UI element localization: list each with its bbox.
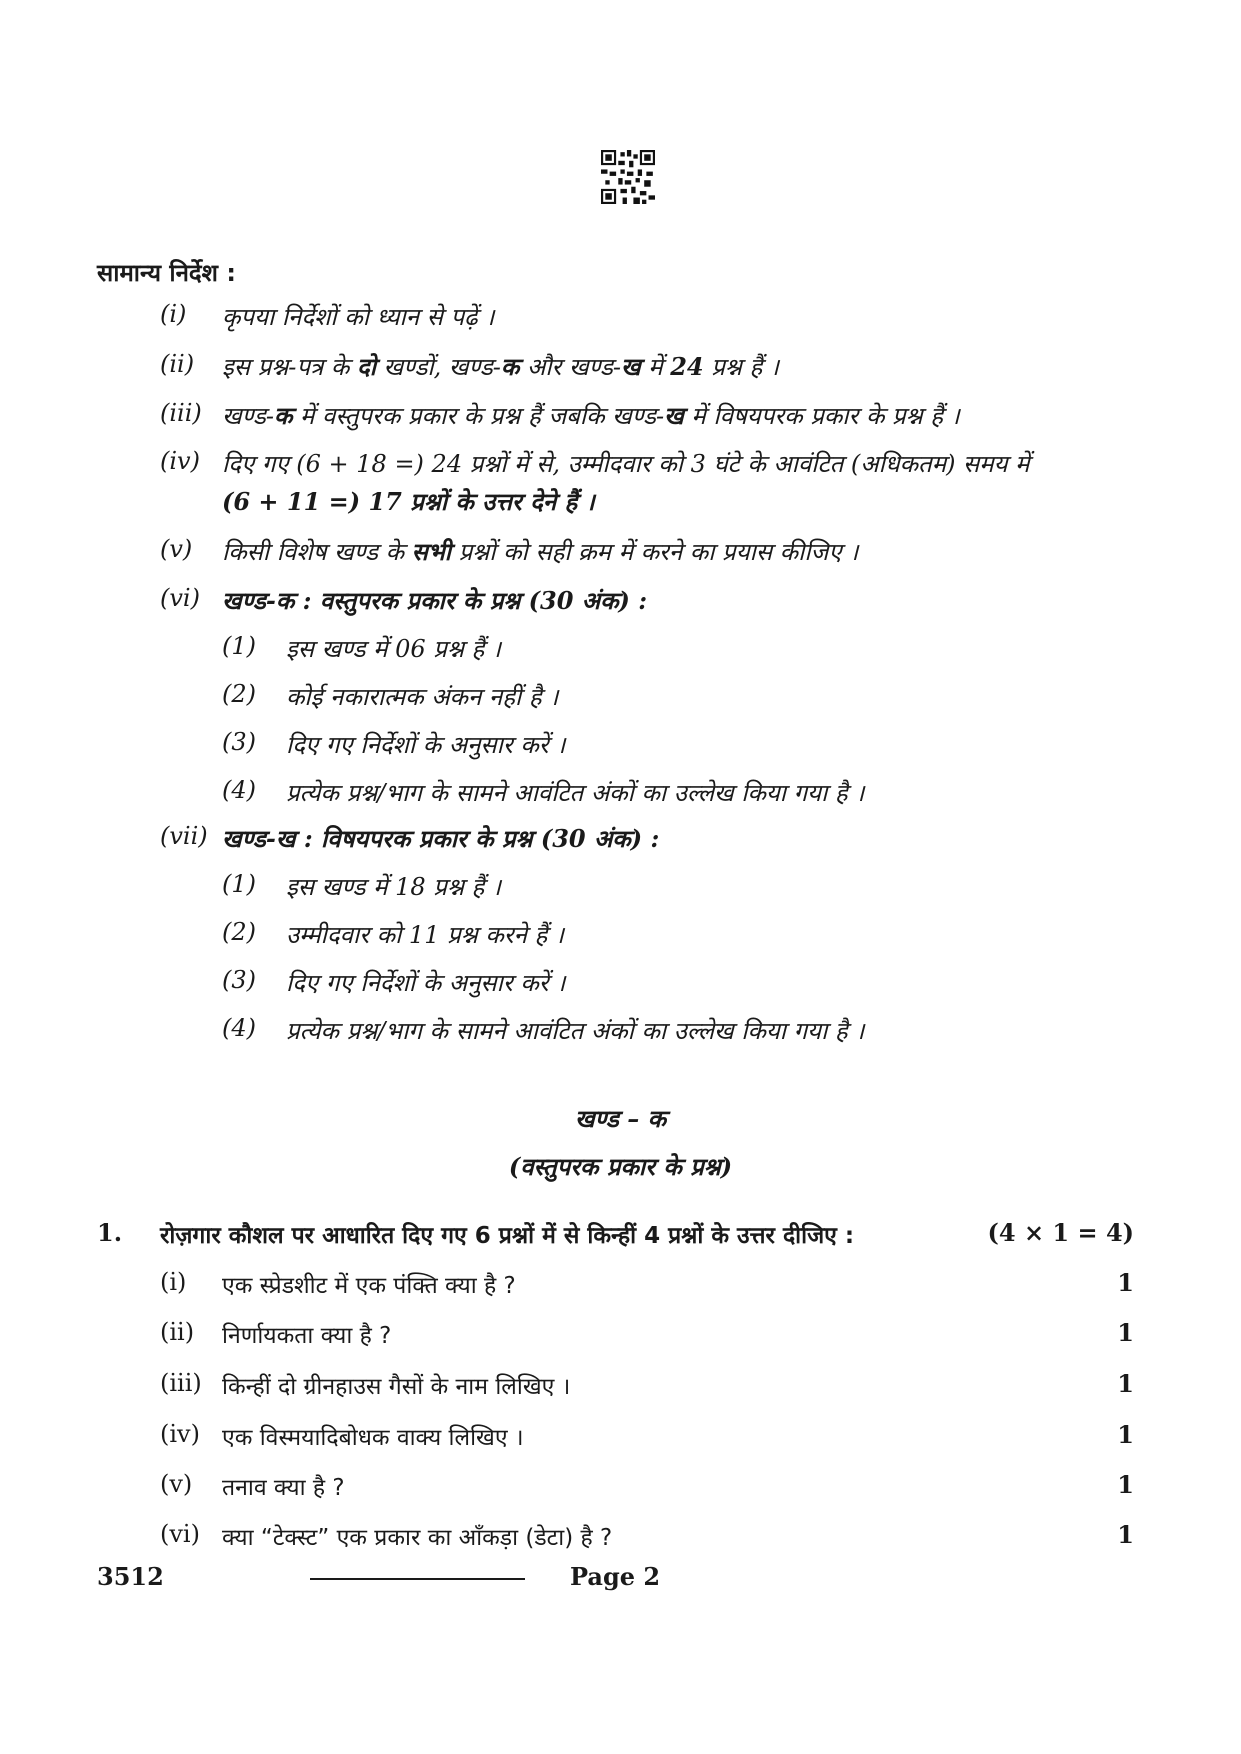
sub-instruction-number: (1) (222, 632, 256, 660)
instruction-number: (ii) (160, 350, 195, 378)
sub-instruction-text: इस खण्ड में 18 प्रश्न हैं । (286, 873, 502, 901)
sub-question-text: एक विस्मयादिबोधक वाक्य लिखिए । (222, 1425, 524, 1451)
sub-instruction-number: (3) (222, 966, 256, 994)
page-number: Page 2 (570, 1562, 661, 1591)
sub-question-number: (vi) (160, 1520, 200, 1548)
sub-instruction-number: (3) (222, 728, 256, 756)
sub-question-marks: 1 (1117, 1520, 1134, 1549)
instruction-number: (iii) (160, 399, 202, 427)
question-number: 1. (97, 1218, 123, 1247)
sub-question-number: (v) (160, 1470, 193, 1498)
sub-question-text: तनाव क्या है ? (222, 1475, 345, 1501)
instruction-number: (vi) (160, 584, 200, 612)
question-marks: (4 × 1 = 4) (987, 1218, 1134, 1247)
instruction-number: (vii) (160, 822, 208, 850)
sub-question-number: (iv) (160, 1420, 200, 1448)
instruction-text: दिए गए (6 + 18 =) 24 प्रश्नों में से, उम्मीदवार को 3 घंटे के आवंटित (अधिकतम) समय में (222, 450, 1030, 478)
sub-instruction-text: इस खण्ड में 06 प्रश्न हैं । (286, 635, 502, 663)
instruction-text-continued: (6 + 11 =) 17 प्रश्नों के उत्तर देने हैं । (222, 487, 595, 516)
instruction-text: कृपया निर्देशों को ध्यान से पढ़ें । (222, 303, 495, 331)
sub-question-marks: 1 (1117, 1369, 1134, 1398)
general-instructions-heading: सामान्य निर्देश : (97, 259, 236, 287)
instruction-text: खण्ड-क : वस्तुपरक प्रकार के प्रश्न (30 अंक) : (222, 586, 648, 615)
sub-question-number: (i) (160, 1268, 187, 1296)
sub-question-marks: 1 (1117, 1470, 1134, 1499)
footer-divider (310, 1578, 525, 1580)
sub-instruction-number: (4) (222, 1014, 256, 1042)
instruction-text: इस प्रश्न-पत्र के दो खण्डों, खण्ड-क और खण्ड-ख में 24 प्रश्न हैं । (222, 352, 779, 381)
instruction-text: किसी विशेष खण्ड के सभी प्रश्नों को सही क्रम में करने का प्रयास कीजिए । (222, 537, 859, 566)
sub-instruction-number: (2) (222, 918, 256, 946)
sub-instruction-text: दिए गए निर्देशों के अनुसार करें । (286, 731, 566, 759)
sub-question-text: एक स्प्रेडशीट में एक पंक्ति क्या है ? (222, 1273, 516, 1299)
sub-instruction-text: प्रत्येक प्रश्न/भाग के सामने आवंटित अंकों का उल्लेख किया गया है । (286, 1017, 865, 1045)
paper-code: 3512 (97, 1562, 164, 1591)
sub-question-marks: 1 (1117, 1318, 1134, 1347)
sub-instruction-text: प्रत्येक प्रश्न/भाग के सामने आवंटित अंकों का उल्लेख किया गया है । (286, 779, 865, 807)
sub-instruction-number: (2) (222, 680, 256, 708)
instruction-text: खण्ड-क में वस्तुपरक प्रकार के प्रश्न हैं जबकि खण्ड-ख में विषयपरक प्रकार के प्रश्न हैं । (222, 401, 960, 430)
section-subtitle: (वस्तुपरक प्रकार के प्रश्न) (508, 1152, 733, 1181)
sub-question-text: किन्हीं दो ग्रीनहाउस गैसों के नाम लिखिए । (222, 1374, 571, 1400)
sub-instruction-number: (4) (222, 776, 256, 804)
section-title: खण्ड – क (574, 1104, 666, 1133)
instruction-text: खण्ड-ख : विषयपरक प्रकार के प्रश्न (30 अंक) : (222, 824, 660, 853)
sub-question-number: (ii) (160, 1318, 195, 1346)
question-text: रोज़गार कौशल पर आधारित दिए गए 6 प्रश्नों में से किन्हीं 4 प्रश्नों के उत्तर दीजिए : (160, 1223, 855, 1249)
sub-question-number: (iii) (160, 1369, 202, 1397)
instruction-number: (i) (160, 300, 187, 328)
instruction-number: (iv) (160, 447, 200, 475)
sub-question-text: क्या “टेक्स्ट” एक प्रकार का आँकड़ा (डेटा) है ? (222, 1525, 613, 1551)
sub-question-marks: 1 (1117, 1420, 1134, 1449)
sub-instruction-text: उम्मीदवार को 11 प्रश्न करने हैं । (286, 921, 565, 949)
instruction-number: (v) (160, 535, 193, 563)
qr-code-icon (601, 150, 655, 204)
sub-instruction-number: (1) (222, 870, 256, 898)
sub-instruction-text: दिए गए निर्देशों के अनुसार करें । (286, 969, 566, 997)
sub-instruction-text: कोई नकारात्मक अंकन नहीं है । (286, 683, 559, 711)
sub-question-marks: 1 (1117, 1268, 1134, 1297)
sub-question-text: निर्णायकता क्या है ? (222, 1323, 392, 1349)
